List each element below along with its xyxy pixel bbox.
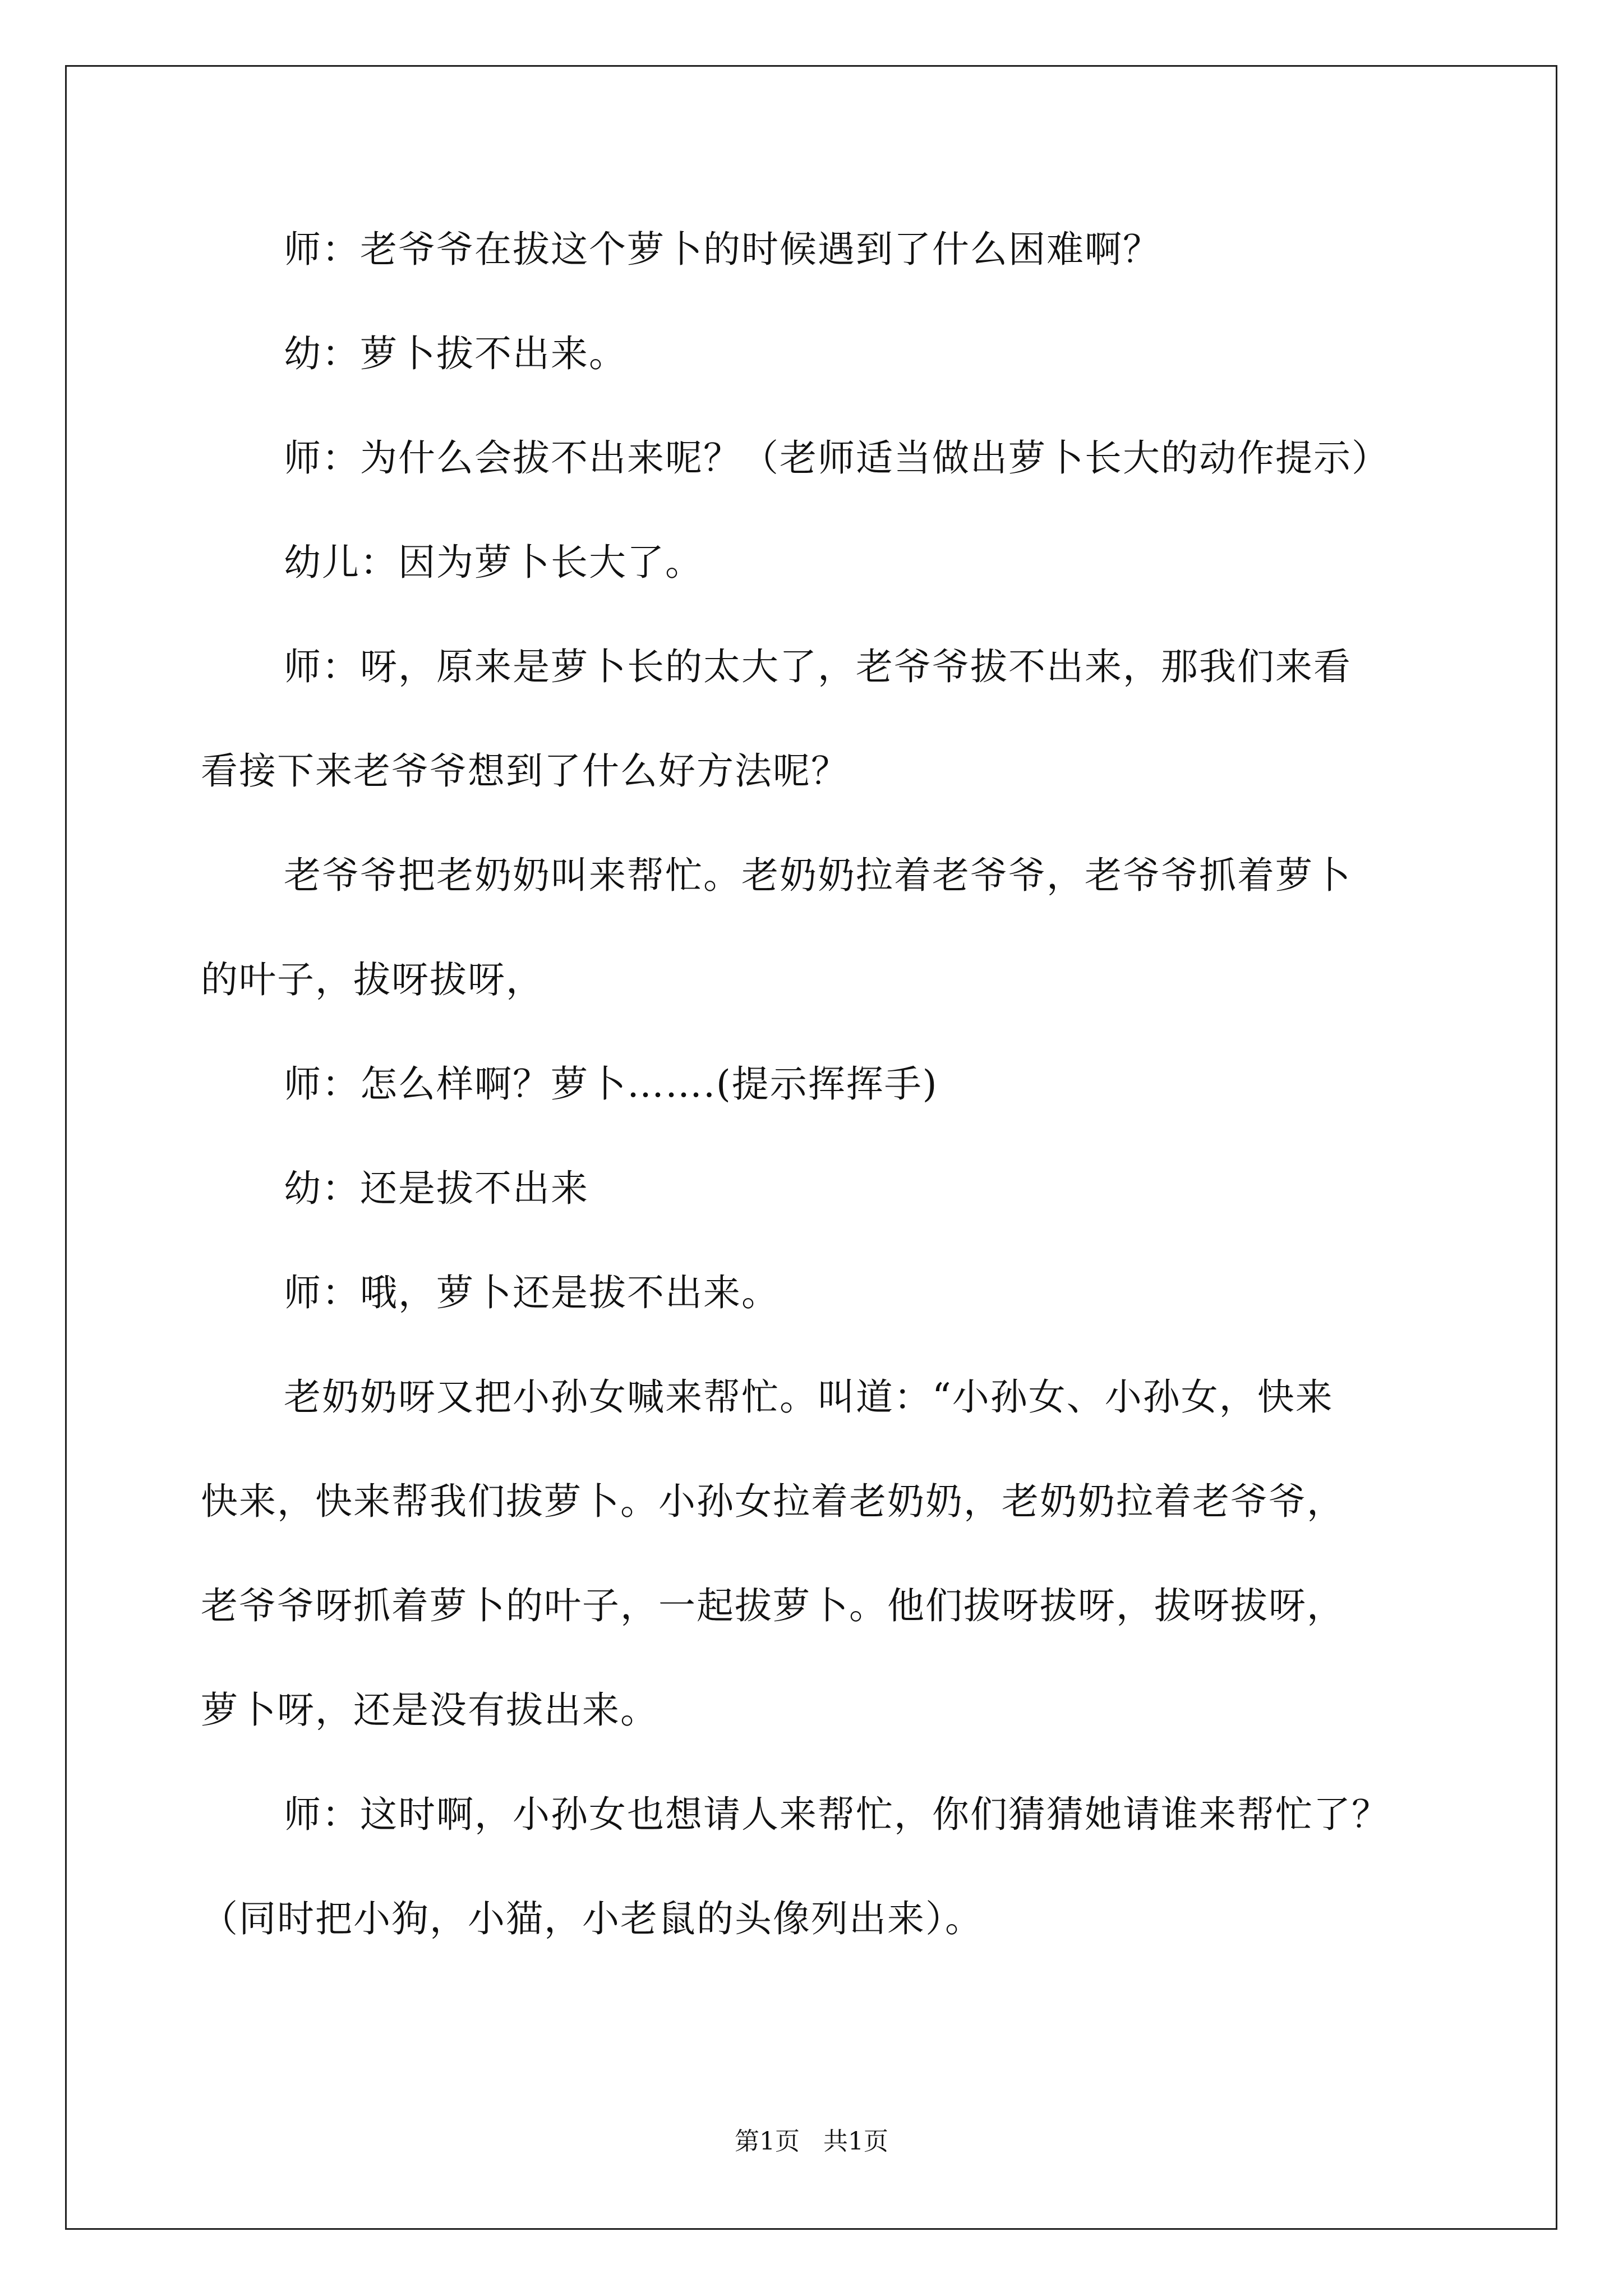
paragraph-line: 师：怎么样啊？萝卜…….(提示挥挥手) xyxy=(284,1062,938,1106)
paragraph-line: 幼：还是拔不出来 xyxy=(284,1167,589,1210)
paragraph-line: 师：老爷爷在拔这个萝卜的时候遇到了什么困难啊？ xyxy=(284,228,1161,271)
page-number-footer: 第1页 共1页 xyxy=(735,2127,888,2156)
paragraph-line: 老爷爷把老奶奶叫来帮忙。老奶奶拉着老爷爷，老爷爷抓着萝卜 xyxy=(284,854,1352,897)
paragraph-line: 师：呀，原来是萝卜长的太大了，老爷爷拔不出来，那我们来看 xyxy=(284,645,1352,688)
paragraph-line: 幼儿：因为萝卜长大了。 xyxy=(284,541,703,584)
paragraph-line: 老奶奶呀又把小孙女喊来帮忙。叫道：“小孙女、小孙女，快来 xyxy=(284,1375,1334,1419)
paragraph-line: 师：哦，萝卜还是拔不出来。 xyxy=(284,1271,780,1314)
paragraph-line: （同时把小狗，小猫，小老鼠的头像列出来）。 xyxy=(201,1897,983,1940)
paragraph-line: 老爷爷呀抓着萝卜的叶子，一起拔萝卜。他们拔呀拔呀，拔呀拔呀， xyxy=(201,1584,1345,1627)
paragraph-line: 看接下来老爷爷想到了什么好方法呢？ xyxy=(201,749,849,793)
paragraph-line: 师：为什么会拔不出来呢？（老师适当做出萝卜长大的动作提示） xyxy=(284,436,1390,480)
paragraph-line: 师：这时啊，小孙女也想请人来帮忙，你们猜猜她请谁来帮忙了？ xyxy=(284,1793,1390,1836)
paragraph-line: 萝卜呀，还是没有拔出来。 xyxy=(201,1688,658,1732)
paragraph-line: 幼：萝卜拔不出来。 xyxy=(284,332,627,375)
paragraph-line: 的叶子，拔呀拔呀， xyxy=(201,958,544,1001)
paragraph-line: 快来，快来帮我们拔萝卜。小孙女拉着老奶奶，老奶奶拉着老爷爷， xyxy=(201,1480,1345,1523)
